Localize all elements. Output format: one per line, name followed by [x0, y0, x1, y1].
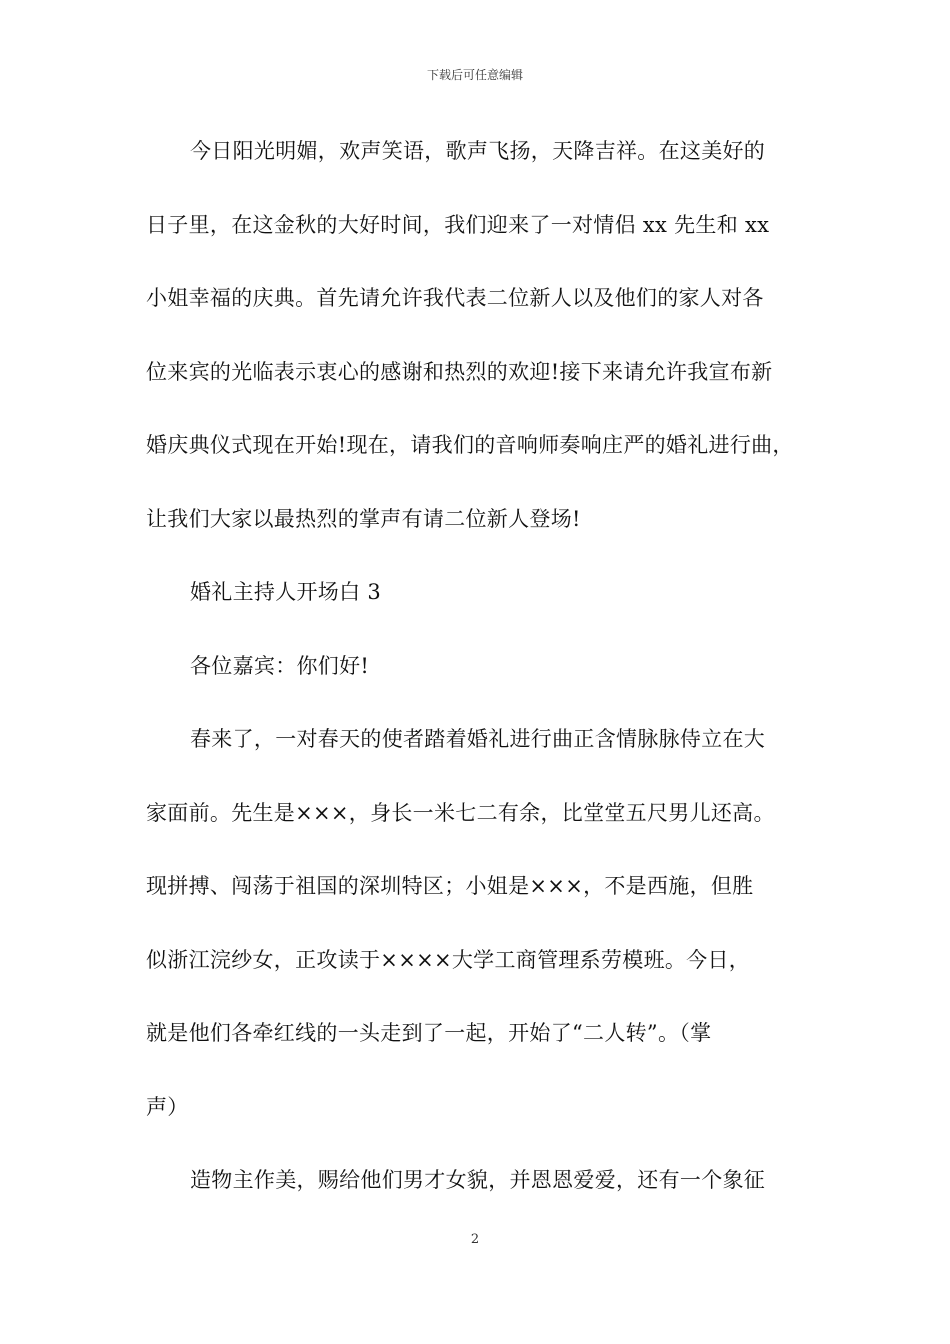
- text-line: 婚庆典仪式现在开始!现在，请我们的音响师奏响庄严的婚礼进行曲，: [146, 433, 794, 457]
- page-header: 下载后可任意编辑: [426, 68, 523, 82]
- text-line: 家面前。先生是×××，身长一米七二有余，比堂堂五尺男儿还高。: [146, 800, 775, 825]
- text-line: 位来宾的光临表示衷心的感谢和热烈的欢迎!接下来请允许我宣布新: [146, 359, 773, 384]
- document-body: [146, 126, 826, 1229]
- text-line: 今日阳光明媚，欢声笑语，歌声飞扬，天降吉祥。在这美好的: [190, 139, 766, 163]
- text-line: 造物主作美，赐给他们男才女貌，并恩恩爱爱，还有一个象征: [190, 1168, 766, 1192]
- salutation: 各位嘉宾：你们好!: [190, 653, 370, 678]
- text-line: 日子里，在这金秋的大好时间，我们迎来了一对情侣 xx 先生和 xx: [146, 212, 770, 237]
- text-line: 声）: [146, 1094, 189, 1119]
- text-line: 小姐幸福的庆典。首先请允许我代表二位新人以及他们的家人对各: [146, 286, 764, 310]
- text-line: 就是他们各牵红线的一头走到了一起，开始了“二人转”。（掌: [146, 1021, 712, 1045]
- text-line: 似浙江浣纱女，正攻读于××××大学工商管理系劳模班。今日，: [146, 947, 751, 972]
- text-line: 现拼搏、闯荡于祖国的深圳特区；小姐是×××，不是西施，但胜: [146, 874, 754, 898]
- text-line: 春来了，一对春天的使者踏着婚礼进行曲正含情脉脉侍立在大: [190, 727, 766, 751]
- text-line: 让我们大家以最热烈的掌声有请二位新人登场!: [146, 506, 581, 531]
- section-heading: 婚礼主持人开场白 3: [190, 580, 382, 604]
- page-number: 2: [470, 1232, 480, 1247]
